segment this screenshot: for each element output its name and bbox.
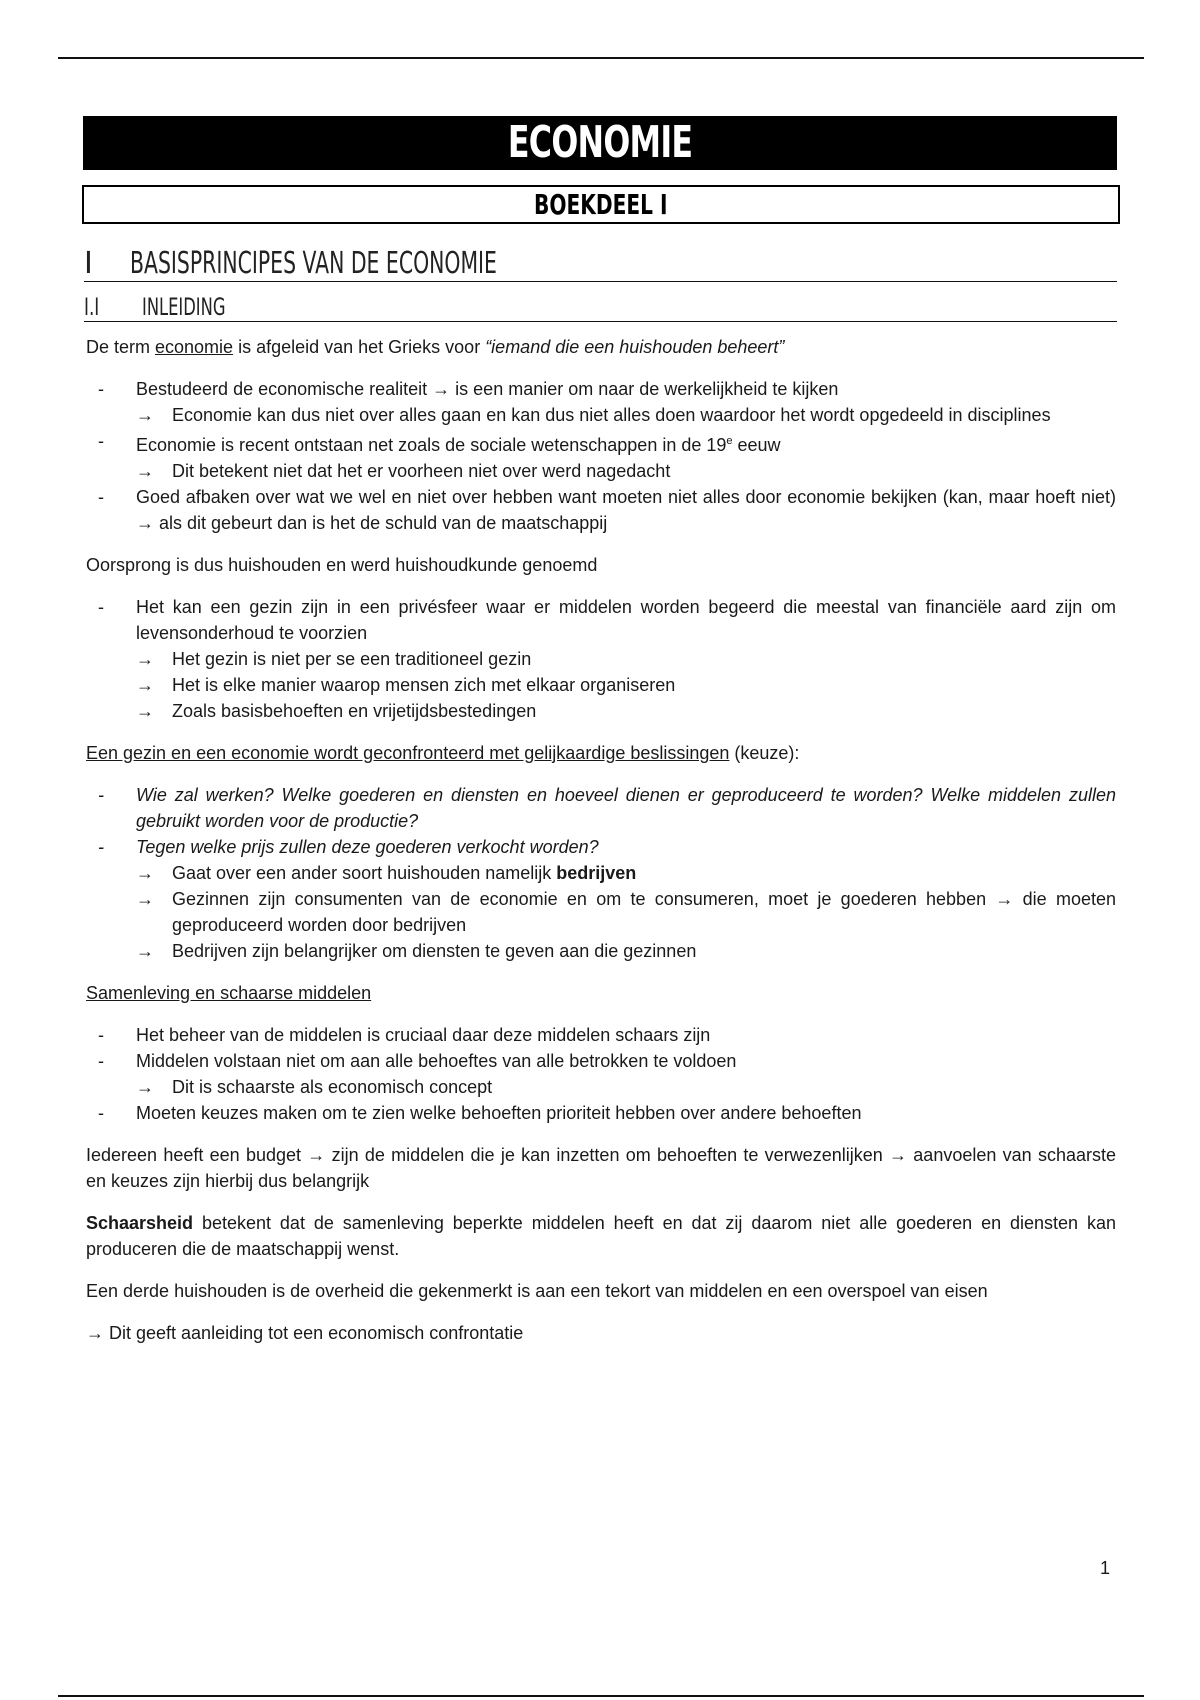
list-item: - Moeten keuzes maken om te zien welke behoeften prioriteit hebben over andere behoeften: [98, 1103, 862, 1123]
paragraph-scarce-means: Samenleving en schaarse middelen: [86, 983, 372, 1003]
sub-list-item: → Bedrijven zijn belangrijker om diensten te geven aan die gezinnen: [136, 941, 697, 961]
paragraph-government: Een derde huishouden is de overheid die gekenmerkt is aan een tekort van middelen en een overspoel van eisen: [86, 1281, 988, 1301]
sub-list-item: → Dit betekent niet dat het er voorheen niet over werd nagedacht: [136, 461, 671, 481]
sub-list-item: → Economie kan dus niet over alles gaan en kan dus niet alles doen waardoor het wordt opgedeeld in disciplines: [136, 405, 1051, 425]
greek-quote: “iemand die een huishouden beheert”: [485, 337, 785, 357]
body-content: [86, 334, 1116, 1362]
document-title: ECONOMIE: [83, 116, 1117, 170]
list-item: - Bestudeerd de economische realiteit → is een manier om naar de werkelijkheid te kijken: [98, 379, 839, 399]
heading-2-number: I.I: [84, 293, 100, 321]
paragraph-decisions: Een gezin en een economie wordt geconfronteerd met gelijkaardige beslissingen (keuze):: [86, 743, 800, 763]
list-item: - Wie zal werken? Welke goederen en diensten en hoeveel dienen er geproduceerd te worden? Welke middelen zullen gebruikt worden voor de productie?: [98, 785, 1116, 831]
heading-1: [84, 248, 1117, 282]
bullet-list-3: [86, 782, 1116, 964]
sub-list-item: → Dit is schaarste als economisch concept: [136, 1077, 493, 1097]
bullet-list-1: [86, 376, 1116, 536]
list-item: - Middelen volstaan niet om aan alle behoeftes van alle betrokken te voldoen: [98, 1051, 737, 1071]
list-item: - Economie is recent ontstaan net zoals de sociale wetenschappen in de 19e eeuw: [98, 431, 781, 455]
heading-1-number: I: [84, 246, 93, 281]
sub-list-item: → Gezinnen zijn consumenten van de economie en om te consumeren, moet je goederen hebben → die moeten geproduceerd worden door bedrijven: [136, 889, 1116, 935]
intro-paragraph: De term economie is afgeleid van het Grieks voor “iemand die een huishouden beheert”: [86, 337, 785, 357]
heading-2-text: INLEIDING: [142, 293, 226, 321]
top-rule: [58, 57, 1144, 59]
sub-list-item: → Zoals basisbehoeften en vrijetijdsbestedingen: [136, 701, 537, 721]
list-item: - Het kan een gezin zijn in een privésfeer waar er middelen worden begeerd die meestal van financiële aard zijn om levensonderhoud te voorzien: [98, 597, 1116, 643]
term-economie: economie: [155, 337, 234, 357]
list-item: - Het beheer van de middelen is cruciaal daar deze middelen schaars zijn: [98, 1025, 711, 1045]
paragraph-confrontation: → Dit geeft aanleiding tot een economisch confrontatie: [86, 1323, 524, 1343]
paragraph-origin: Oorsprong is dus huishouden en werd huishoudkunde genoemd: [86, 555, 598, 575]
sub-list-item: → Het gezin is niet per se een traditioneel gezin: [136, 649, 532, 669]
bullet-list-2: [86, 594, 1116, 724]
list-item: - Goed afbaken over wat we wel en niet over hebben want moeten niet alles door economie bekijken (kan, maar hoeft niet) → als dit gebeurt dan is het de schuld van de maatschappij: [98, 487, 1116, 533]
bottom-rule: [58, 1695, 1144, 1697]
bullet-list-4: [86, 1022, 1116, 1126]
heading-2: [84, 293, 1117, 322]
page-number: 1: [1100, 1558, 1111, 1578]
sub-list-item: → Het is elke manier waarop mensen zich met elkaar organiseren: [136, 675, 676, 695]
heading-1-text: BASISPRINCIPES VAN DE ECONOMIE: [130, 246, 497, 281]
document-subtitle: BOEKDEEL I: [82, 185, 1120, 224]
sub-list-item: → Gaat over een ander soort huishouden namelijk bedrijven: [136, 863, 637, 883]
paragraph-scarcity: Schaarsheid betekent dat de samenleving beperkte middelen heeft en dat zij daarom niet alle goederen en diensten kan produceren die de maatschappij wenst.: [86, 1213, 1116, 1259]
paragraph-budget: Iedereen heeft een budget → zijn de middelen die je kan inzetten om behoeften te verwezenlijken → aanvoelen van schaarste en keuzes zijn hierbij dus belangrijk: [86, 1145, 1116, 1191]
list-item: - Tegen welke prijs zullen deze goederen verkocht worden?: [98, 837, 599, 857]
